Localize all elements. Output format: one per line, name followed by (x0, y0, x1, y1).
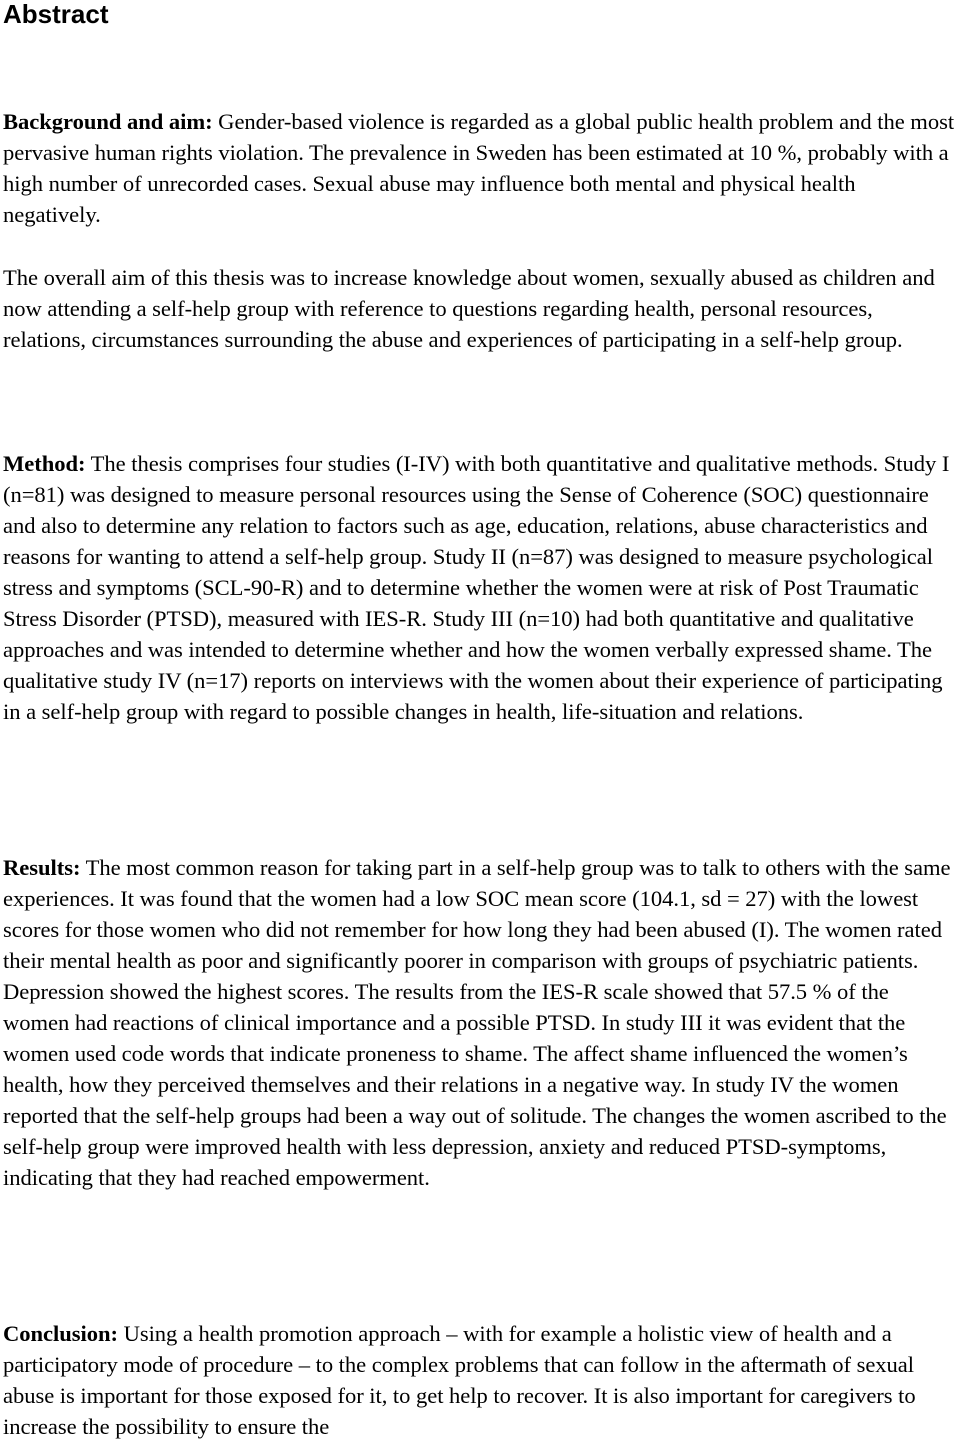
conclusion-label: Conclusion: (3, 1321, 118, 1346)
results-label: Results: (3, 855, 81, 880)
background-text: Gender-based violence is regarded as a global public health problem and the most pervasive human rights violation. The prevalence in Sweden has been estimated at 10 %, probably with a high number of unrecorded cases. Sexual abuse may influence both mental and physical health negatively. (3, 109, 955, 227)
background-label: Background and aim: (3, 109, 213, 134)
conclusion-paragraph (3, 1318, 957, 1442)
method-paragraph (3, 448, 957, 727)
aim-text: The overall aim of this thesis was to increase knowledge about women, sexually abused as children and now attending a self-help group with reference to questions regarding health, personal resources, relations, circumstances surrounding the abuse and experiences of participating in a self-help group. (3, 265, 935, 352)
page-title: Abstract (3, 0, 109, 29)
background-paragraph (3, 106, 957, 230)
aim-paragraph (3, 262, 957, 355)
conclusion-text: Using a health promotion approach – with for example a holistic view of health and a participatory mode of procedure – to the complex problems that can follow in the aftermath of sexual abuse is important for those exposed for it, to get help to recover. It is also important for caregivers to increase the possibility to ensure the (3, 1321, 916, 1439)
method-label: Method: (3, 451, 86, 476)
results-text: The most common reason for taking part in a self-help group was to talk to others with the same experiences. It was found that the women had a low SOC mean score (104.1, sd = 27) with the lowest scores for those women who did not remember for how long they had been abused (I). The women rated their mental health as poor and significantly poorer in comparison with groups of psychiatric patients. Depression showed the highest scores. The results from the IES-R scale showed that 57.5 % of the women had reactions of clinical importance and a possible PTSD. In study III it was evident that the women used code words that indicate proneness to shame. The affect shame influenced the women’s health, how they perceived themselves and their relations in a negative way. In study IV the women reported that the self-help groups had been a way out of solitude. The changes the women ascribed to the self-help group were improved health with less depression, anxiety and reduced PTSD-symptoms, indicating that they had reached empowerment. (3, 855, 951, 1190)
method-text: The thesis comprises four studies (I-IV) with both quantitative and qualitative methods. Study I (n=81) was designed to measure personal resources using the Sense of Coherence (SOC) questionnaire and also to determine any relation to factors such as age, education, relations, abuse characteristics and reasons for wanting to attend a self-help group. Study II (n=87) was designed to measure psychological stress and symptoms (SCL-90-R) and to determine whether the women were at risk of Post Traumatic Stress Disorder (PTSD), measured with IES-R. Study III (n=10) had both quantitative and qualitative approaches and was intended to determine whether and how the women verbally expressed shame. The qualitative study IV (n=17) reports on interviews with the women about their experience of participating in a self-help group with regard to possible changes in health, life-situation and relations. (3, 451, 950, 724)
results-paragraph (3, 852, 957, 1193)
